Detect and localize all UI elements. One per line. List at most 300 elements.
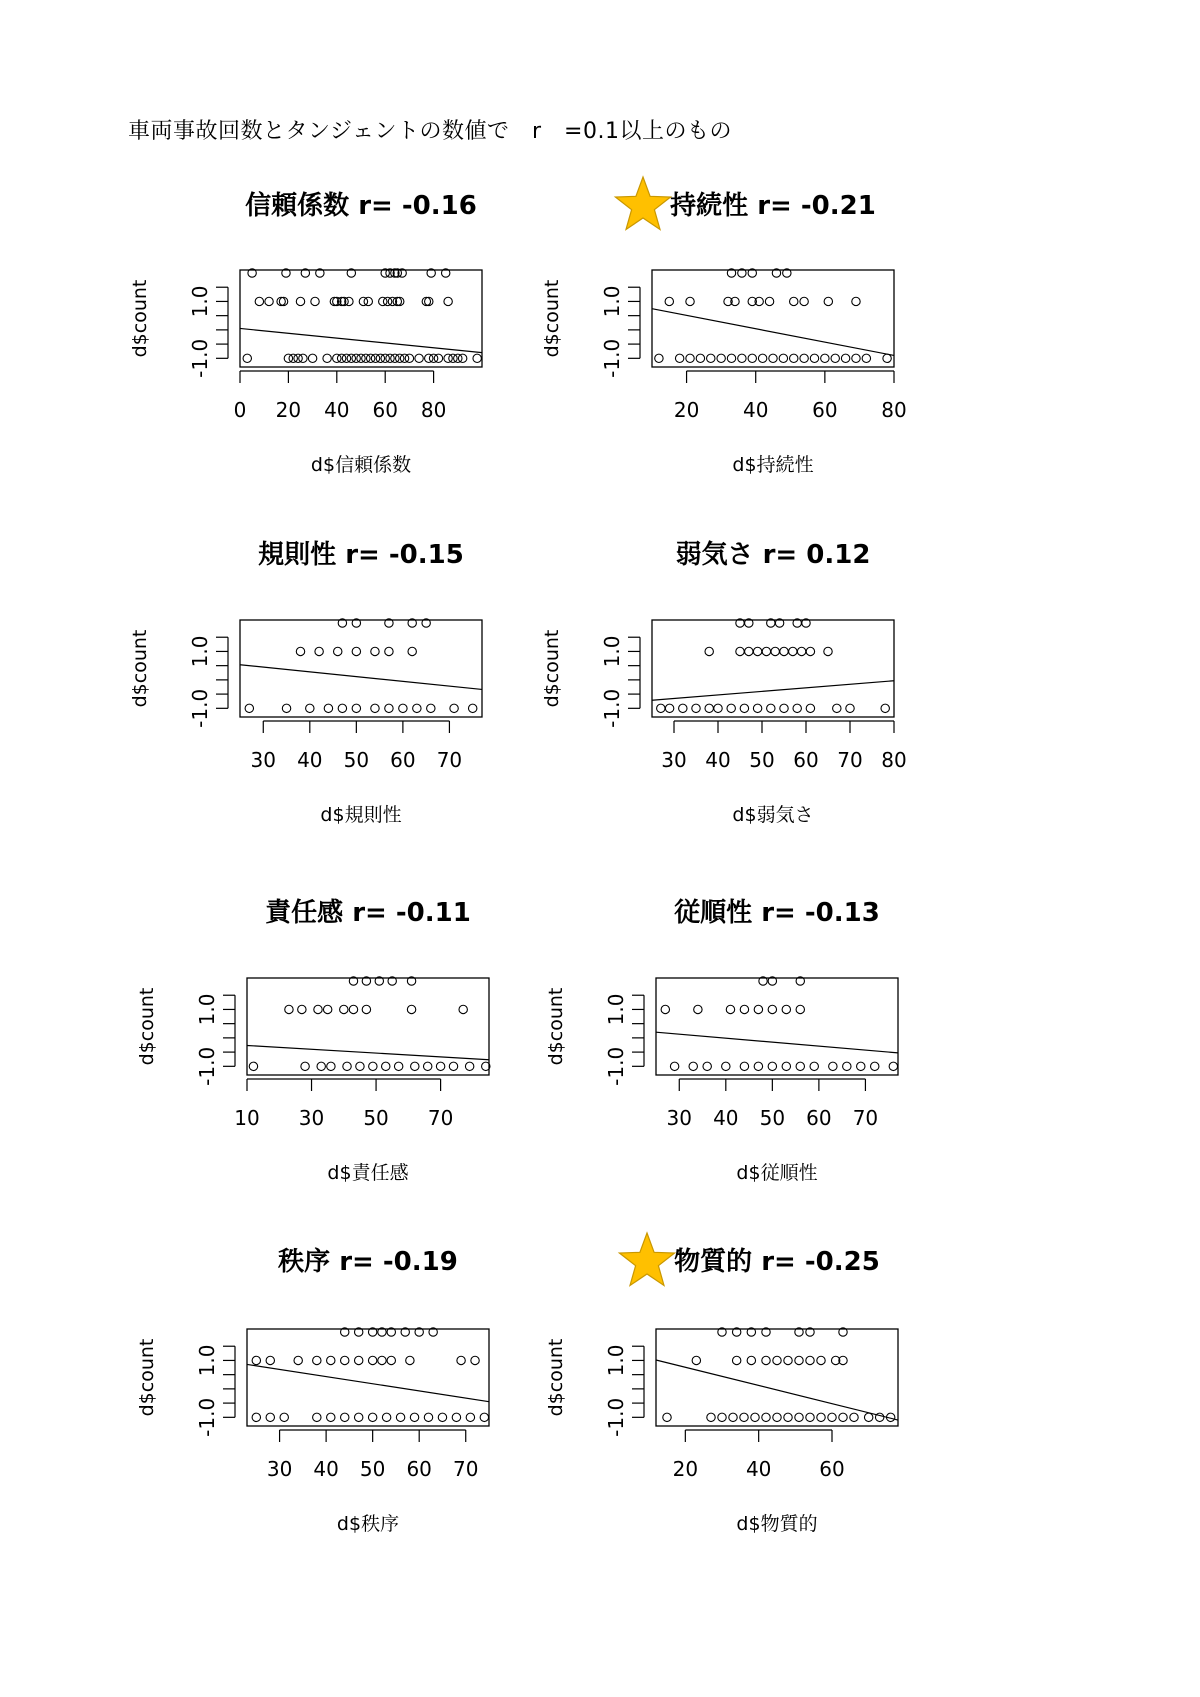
data-point	[881, 704, 889, 712]
data-point	[468, 704, 476, 712]
data-point	[769, 354, 777, 362]
data-point	[366, 354, 374, 362]
data-point	[317, 1062, 325, 1070]
x-tick-label: 30	[661, 748, 687, 772]
data-point	[705, 704, 713, 712]
plot-frame	[240, 270, 482, 367]
chart-title: 従順性 r= -0.13	[674, 898, 880, 928]
data-point	[342, 354, 350, 362]
y-tick-label: -1.0	[188, 688, 212, 728]
y-tick-label: -1.0	[604, 1397, 628, 1437]
data-point	[243, 354, 251, 362]
data-point	[280, 1413, 288, 1421]
data-point	[657, 704, 665, 712]
data-point	[800, 354, 808, 362]
regression-line	[240, 665, 482, 690]
x-tick-label: 50	[363, 1106, 389, 1130]
data-point	[356, 1062, 364, 1070]
x-tick-label: 20	[275, 398, 302, 422]
data-point	[790, 354, 798, 362]
chart-title: 弱気さ r= 0.12	[675, 540, 871, 570]
data-point	[313, 1413, 321, 1421]
y-tick-label: -1.0	[188, 338, 212, 378]
data-point	[343, 1062, 351, 1070]
data-point	[245, 704, 253, 712]
data-point	[315, 647, 323, 655]
data-point	[296, 297, 304, 305]
data-point	[382, 1062, 390, 1070]
data-point	[452, 1413, 460, 1421]
data-point	[337, 354, 345, 362]
scatter-chart-2	[541, 177, 907, 476]
data-point	[810, 1062, 818, 1070]
data-point	[382, 1413, 390, 1421]
x-tick-label: 50	[749, 748, 775, 772]
scatter-chart-6	[545, 898, 898, 1184]
data-point	[449, 1062, 457, 1070]
data-point	[839, 1413, 847, 1421]
data-point	[686, 354, 694, 362]
data-point	[371, 704, 379, 712]
data-point	[411, 1062, 419, 1070]
y-tick-label: 1.0	[195, 1344, 219, 1377]
data-point	[740, 704, 748, 712]
data-point	[753, 647, 761, 655]
chart-title: 信頼係数 r= -0.16	[245, 191, 477, 221]
x-tick-label: 40	[713, 1106, 739, 1130]
data-point	[405, 354, 413, 362]
data-point	[810, 354, 818, 362]
y-tick-label: -1.0	[195, 1397, 219, 1437]
data-point	[379, 297, 387, 305]
data-point	[782, 1005, 790, 1013]
data-point	[249, 1062, 257, 1070]
data-point	[703, 1062, 711, 1070]
data-point	[824, 647, 832, 655]
data-point	[852, 297, 860, 305]
page-title: 車両事故回数とタンジェントの数値で r =0.1以上のもの	[128, 119, 732, 144]
y-axis-label: d$count	[129, 279, 151, 358]
x-tick-label: 40	[745, 1457, 772, 1481]
data-point	[313, 1356, 321, 1364]
x-tick-label: 70	[837, 748, 863, 772]
x-tick-label: 40	[297, 748, 323, 772]
data-point	[294, 1356, 302, 1364]
data-point	[362, 354, 370, 362]
chart-title: 秩序 r= -0.19	[278, 1247, 458, 1277]
data-point	[824, 297, 832, 305]
data-point	[400, 354, 408, 362]
data-point	[362, 1005, 370, 1013]
data-point	[368, 1413, 376, 1421]
y-tick-label: -1.0	[600, 688, 624, 728]
data-point	[754, 1062, 762, 1070]
data-point	[311, 297, 319, 305]
data-point	[806, 1413, 814, 1421]
data-point	[376, 354, 384, 362]
data-point	[436, 1062, 444, 1070]
data-point	[762, 1413, 770, 1421]
data-point	[341, 1356, 349, 1364]
data-point	[333, 354, 341, 362]
data-point	[334, 647, 342, 655]
y-tick-label: 1.0	[600, 285, 624, 318]
data-point	[753, 704, 761, 712]
data-point	[308, 354, 316, 362]
data-point	[727, 704, 735, 712]
scatter-chart-7	[136, 1247, 489, 1535]
data-point	[726, 1005, 734, 1013]
data-point	[806, 704, 814, 712]
x-tick-label: 40	[742, 398, 769, 422]
data-point	[349, 1005, 357, 1013]
data-point	[407, 1005, 415, 1013]
data-point	[368, 1356, 376, 1364]
x-tick-label: 60	[812, 398, 838, 422]
data-point	[689, 1062, 697, 1070]
data-point	[284, 354, 292, 362]
data-point	[352, 704, 360, 712]
data-point	[265, 297, 273, 305]
y-axis-label: d$count	[136, 1338, 158, 1417]
data-point	[378, 1356, 386, 1364]
data-point	[714, 704, 722, 712]
x-axis-label: d$従順性	[736, 1162, 818, 1184]
data-point	[758, 354, 766, 362]
data-point	[780, 647, 788, 655]
chart-title: 規則性 r= -0.15	[258, 540, 464, 570]
data-point	[852, 354, 860, 362]
x-tick-label: 80	[420, 398, 447, 422]
data-point	[255, 297, 263, 305]
data-point	[459, 1005, 467, 1013]
y-tick-label: 1.0	[600, 635, 624, 668]
chart-title: 責任感 r= -0.11	[265, 898, 471, 928]
data-point	[762, 1356, 770, 1364]
data-point	[438, 1413, 446, 1421]
data-point	[795, 1356, 803, 1364]
data-point	[454, 354, 462, 362]
x-tick-label: 80	[881, 748, 907, 772]
data-point	[841, 354, 849, 362]
data-point	[252, 1356, 260, 1364]
data-point	[797, 647, 805, 655]
y-axis-label: d$count	[541, 629, 563, 708]
y-tick-label: 1.0	[604, 1344, 628, 1377]
data-point	[408, 647, 416, 655]
x-axis-label: d$規則性	[320, 804, 402, 826]
data-point	[767, 704, 775, 712]
data-point	[768, 1005, 776, 1013]
x-tick-label: 70	[427, 1106, 454, 1130]
data-point	[718, 1413, 726, 1421]
data-point	[692, 1356, 700, 1364]
plot-frame	[247, 978, 489, 1075]
data-point	[740, 1062, 748, 1070]
data-point	[665, 704, 673, 712]
data-point	[829, 1062, 837, 1070]
data-point	[686, 297, 694, 305]
x-tick-label: 60	[390, 748, 416, 772]
x-axis-label: d$責任感	[327, 1162, 409, 1184]
plot-frame	[656, 978, 898, 1075]
data-point	[773, 1413, 781, 1421]
data-point	[327, 1356, 335, 1364]
data-point	[371, 354, 379, 362]
data-point	[784, 1356, 792, 1364]
data-point	[771, 647, 779, 655]
data-point	[796, 1062, 804, 1070]
x-tick-label: 40	[705, 748, 731, 772]
x-tick-label: 50	[759, 1106, 786, 1130]
data-point	[354, 1356, 362, 1364]
data-point	[784, 1413, 792, 1421]
data-point	[665, 297, 673, 305]
scatter-chart-8	[545, 1233, 898, 1535]
data-point	[294, 354, 302, 362]
x-tick-label: 40	[324, 398, 350, 422]
data-point	[466, 1413, 474, 1421]
x-tick-label: 30	[250, 748, 276, 772]
y-tick-label: 1.0	[188, 285, 212, 318]
y-tick-label: 1.0	[195, 993, 219, 1026]
data-point	[679, 704, 687, 712]
data-point	[705, 647, 713, 655]
plot-frame	[247, 1329, 489, 1426]
data-point	[780, 704, 788, 712]
data-point	[364, 297, 372, 305]
data-point	[383, 297, 391, 305]
data-point	[754, 1005, 762, 1013]
data-point	[779, 354, 787, 362]
scatter-chart-5	[136, 898, 490, 1184]
data-point	[299, 354, 307, 362]
x-tick-label: 0	[233, 398, 247, 422]
x-axis-label: d$物質的	[736, 1513, 818, 1535]
data-point	[266, 1356, 274, 1364]
y-tick-label: -1.0	[600, 338, 624, 378]
data-point	[252, 1413, 260, 1421]
regression-line	[247, 1045, 489, 1059]
x-tick-label: 80	[881, 398, 907, 422]
data-point	[341, 1413, 349, 1421]
data-point	[864, 1413, 872, 1421]
data-point	[429, 354, 437, 362]
data-point	[369, 1062, 377, 1070]
x-tick-label: 20	[672, 1457, 699, 1481]
chart-title: 持続性 r= -0.21	[670, 191, 876, 221]
data-point	[480, 1413, 488, 1421]
star-icon	[619, 1233, 674, 1286]
y-axis-label: d$count	[545, 987, 567, 1066]
regression-line	[240, 328, 482, 352]
data-point	[406, 1356, 414, 1364]
data-point	[457, 1356, 465, 1364]
scatter-chart-1	[129, 190, 482, 476]
data-point	[458, 354, 466, 362]
x-tick-label: 60	[406, 1457, 432, 1481]
data-point	[806, 647, 814, 655]
data-point	[793, 704, 801, 712]
data-point	[354, 1413, 362, 1421]
data-point	[670, 1062, 678, 1070]
data-point	[696, 354, 704, 362]
data-point	[324, 704, 332, 712]
data-point	[381, 354, 389, 362]
data-point	[450, 704, 458, 712]
data-point	[327, 1413, 335, 1421]
data-point	[745, 647, 753, 655]
data-point	[413, 704, 421, 712]
scatter-chart-3	[129, 539, 482, 826]
x-tick-label: 60	[793, 748, 819, 772]
data-point	[347, 354, 355, 362]
x-tick-label: 30	[666, 1106, 692, 1130]
data-point	[843, 1062, 851, 1070]
data-point	[327, 1062, 335, 1070]
data-point	[289, 354, 297, 362]
data-point	[740, 1413, 748, 1421]
data-point	[747, 1356, 755, 1364]
x-tick-label: 40	[313, 1457, 339, 1481]
y-axis-label: d$count	[136, 987, 158, 1066]
regression-line	[652, 681, 894, 701]
data-point	[306, 704, 314, 712]
data-point	[806, 1356, 814, 1364]
data-point	[717, 354, 725, 362]
data-point	[727, 354, 735, 362]
data-point	[846, 704, 854, 712]
data-point	[762, 647, 770, 655]
data-point	[661, 1005, 669, 1013]
regression-line	[656, 1360, 898, 1420]
data-point	[298, 1005, 306, 1013]
x-tick-label: 10	[234, 1106, 260, 1130]
data-point	[352, 354, 360, 362]
data-point	[729, 1413, 737, 1421]
data-point	[386, 354, 394, 362]
data-point	[663, 1413, 671, 1421]
y-axis-label: d$count	[541, 279, 563, 358]
regression-line	[652, 309, 894, 356]
data-point	[707, 1413, 715, 1421]
data-point	[399, 704, 407, 712]
data-point	[415, 354, 423, 362]
data-point	[396, 354, 404, 362]
regression-line	[247, 1364, 489, 1401]
data-point	[675, 354, 683, 362]
data-point	[352, 647, 360, 655]
data-point	[828, 1413, 836, 1421]
plot-frame	[652, 620, 894, 717]
chart-title: 物質的 r= -0.25	[674, 1247, 880, 1277]
data-point	[722, 1062, 730, 1070]
data-point	[800, 297, 808, 305]
scatter-chart-4	[541, 539, 907, 826]
data-point	[338, 704, 346, 712]
x-tick-label: 70	[852, 1106, 879, 1130]
data-point	[765, 297, 773, 305]
x-axis-label: d$信頼係数	[310, 454, 412, 476]
data-point	[385, 704, 393, 712]
plot-frame	[652, 270, 894, 367]
data-point	[875, 1413, 883, 1421]
x-tick-label: 60	[819, 1457, 845, 1481]
data-point	[340, 1005, 348, 1013]
star-icon	[615, 177, 670, 230]
data-point	[282, 704, 290, 712]
data-point	[889, 1062, 897, 1070]
data-point	[862, 354, 870, 362]
data-point	[738, 354, 746, 362]
y-axis-label: d$count	[129, 629, 151, 708]
x-tick-label: 20	[673, 398, 700, 422]
x-tick-label: 50	[359, 1457, 386, 1481]
data-point	[795, 1413, 803, 1421]
data-point	[850, 1413, 858, 1421]
data-point	[471, 1356, 479, 1364]
y-tick-label: -1.0	[195, 1046, 219, 1086]
x-tick-label: 30	[266, 1457, 293, 1481]
data-point	[694, 1005, 702, 1013]
data-point	[424, 1413, 432, 1421]
data-point	[857, 1062, 865, 1070]
data-point	[473, 354, 481, 362]
data-point	[821, 354, 829, 362]
data-point	[655, 354, 663, 362]
data-point	[323, 354, 331, 362]
data-point	[736, 647, 744, 655]
data-point	[831, 354, 839, 362]
x-tick-label: 70	[436, 748, 463, 772]
data-point	[444, 297, 452, 305]
data-point	[423, 1062, 431, 1070]
y-tick-label: 1.0	[188, 635, 212, 668]
data-point	[871, 1062, 879, 1070]
data-point	[301, 1062, 309, 1070]
data-point	[796, 1005, 804, 1013]
data-point	[833, 704, 841, 712]
data-point	[732, 1356, 740, 1364]
data-point	[359, 297, 367, 305]
data-point	[751, 1413, 759, 1421]
y-tick-label: -1.0	[604, 1046, 628, 1086]
x-axis-label: d$持続性	[732, 454, 814, 476]
data-point	[425, 354, 433, 362]
data-point	[391, 354, 399, 362]
data-point	[692, 704, 700, 712]
data-point	[427, 704, 435, 712]
data-point	[790, 297, 798, 305]
data-point	[465, 1062, 473, 1070]
y-axis-label: d$count	[545, 1338, 567, 1417]
x-tick-label: 50	[343, 748, 370, 772]
data-point	[285, 1005, 293, 1013]
data-point	[434, 354, 442, 362]
x-axis-label: d$秩序	[336, 1513, 400, 1535]
data-point	[387, 1356, 395, 1364]
data-point	[748, 354, 756, 362]
data-point	[314, 1005, 322, 1013]
data-point	[707, 354, 715, 362]
data-point	[385, 647, 393, 655]
data-point	[296, 647, 304, 655]
data-point	[444, 354, 452, 362]
x-axis-label: d$弱気さ	[732, 804, 814, 826]
data-point	[449, 354, 457, 362]
data-point	[768, 1062, 776, 1070]
data-point	[740, 1005, 748, 1013]
